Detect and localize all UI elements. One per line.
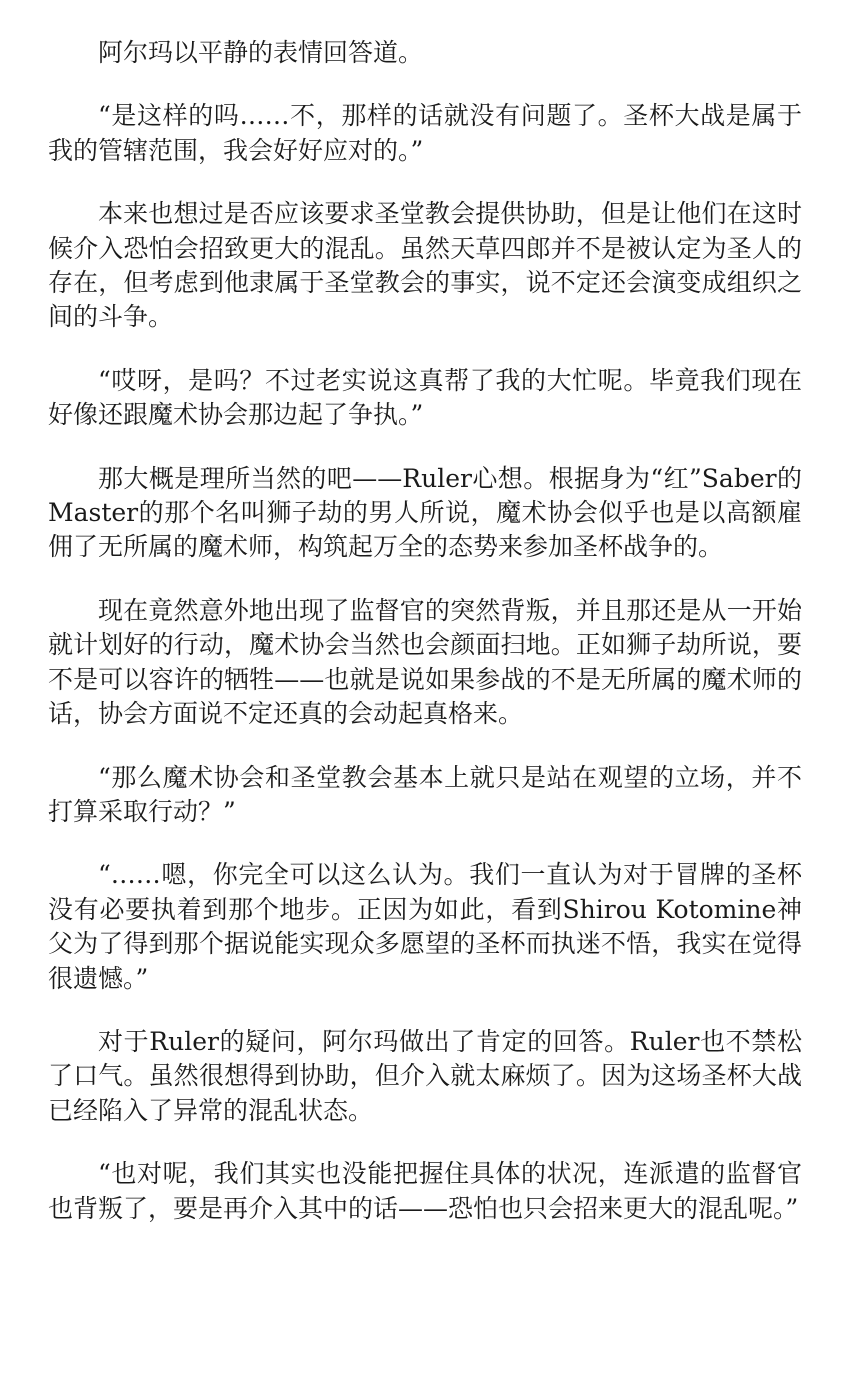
paragraph-3: 本来也想过是否应该要求圣堂教会提供协助，但是让他们在这时候介入恐怕会招致更大的混乱。虽然天草四郎并不是被认定为圣人的存在，但考虑到他隶属于圣堂教会的事实，说不定还会演变成组织之间的斗争。 — [48, 199, 802, 332]
paragraph-6: 现在竟然意外地出现了监督官的突然背叛，并且那还是从一开始就计划好的行动，魔术协会当然也会颜面扫地。正如狮子劫所说，要不是可以容许的牺牲——也就是说如果参战的不是无所属的魔术师的话，协会方面说不定还真的会动起真格来。 — [48, 595, 802, 729]
paragraph-2: “是这样的吗……不，那样的话就没有问题了。圣杯大战是属于我的管辖范围，我会好好应对的。” — [48, 101, 802, 165]
paragraph-7: “那么魔术协会和圣堂教会基本上就只是站在观望的立场，并不打算采取行动？” — [48, 762, 802, 826]
paragraph-1: 阿尔玛以平静的表情回答道。 — [98, 38, 424, 67]
paragraph-9: 对于Ruler的疑问，阿尔玛做出了肯定的回答。Ruler也不禁松了口气。虽然很想得到协助，但介入就太麻烦了。因为这场圣杯大战已经陷入了异常的混乱状态。 — [48, 1026, 802, 1125]
paragraph-4: “哎呀，是吗？不过老实说这真帮了我的大忙呢。毕竟我们现在好像还跟魔术协会那边起了争执。” — [48, 365, 802, 430]
paragraph-8: “……嗯，你完全可以这么认为。我们一直认为对于冒牌的圣杯没有必要执着到那个地步。正因为如此，看到Shirou Kotomine神父为了得到那个据说能实现众多愿望的圣杯而执迷不悟，我实在觉得很遗憾。” — [48, 860, 802, 993]
document-page — [48, 36, 802, 1255]
paragraph-10: “也对呢，我们其实也没能把握住具体的状况，连派遣的监督官也背叛了，要是再介入其中的话——恐怕也只会招来更大的混乱呢。” — [48, 1159, 802, 1223]
paragraph-5: 那大概是理所当然的吧——Ruler心想。根据身为“红”Saber的Master的那个名叫狮子劫的男人所说，魔术协会似乎也是以高额雇佣了无所属的魔术师，构筑起万全的态势来参加圣杯战争的。 — [48, 463, 802, 562]
